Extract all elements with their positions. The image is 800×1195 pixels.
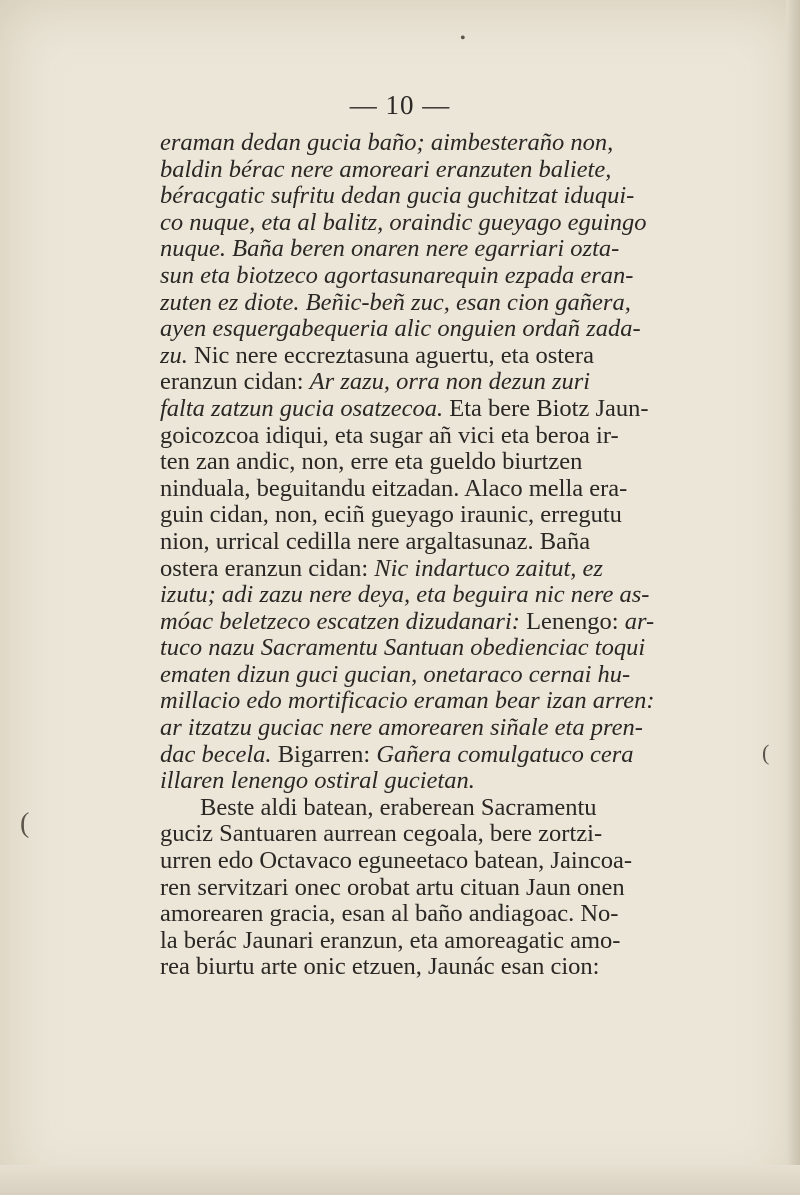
text-run: rea biurtu arte onic etzuen, Jaunác esan cion: [160, 954, 600, 981]
text-line [160, 210, 702, 237]
italic-text-run: zuten ez diote. Beñic-beñ zuc, esan cion gañera, [160, 289, 631, 316]
text-line [160, 954, 702, 981]
text-line [160, 768, 702, 795]
text-run: Eta bere Biotz Jaun- [443, 395, 649, 422]
text-line [160, 529, 702, 556]
italic-text-run: eraman dedan gucia baño; aimbesteraño non, [160, 130, 614, 156]
text-line [160, 316, 702, 343]
text-run: Bigarren: [271, 741, 377, 768]
text-line [160, 502, 702, 529]
text-line [160, 715, 702, 742]
text-line [160, 556, 702, 583]
text-run: guin cidan, non, eciñ gueyago iraunic, erregutu [160, 502, 622, 529]
text-run: ten zan andic, non, erre eta gueldo biurtzen [160, 449, 583, 476]
ink-speck: • [460, 30, 466, 47]
text-run: guciz Santuaren aurrean cegoala, bere zortzi- [160, 821, 603, 848]
margin-mark-left: ( [20, 808, 30, 839]
text-run: Nic nere eccreztasuna aguertu, eta ostera [187, 342, 594, 369]
page-edge-shadow [786, 0, 800, 1195]
text-line [160, 183, 702, 210]
text-run: goicozcoa idiqui, eta sugar añ vici eta beroa ir- [160, 422, 619, 449]
text-run: ostera eranzun cidan: [160, 555, 375, 582]
italic-text-run: nuque. Baña beren onaren nere egarriari ozta- [160, 236, 620, 263]
italic-text-run: ayen esquergabequeria alic onguien ordañ zada- [160, 316, 641, 343]
text-run: Beste aldi batean, eraberean Sacramentu [200, 794, 597, 821]
italic-text-run: sun eta biotzeco agortasunarequin ezpada eran- [160, 262, 634, 289]
text-run: eranzun cidan: [160, 369, 310, 396]
italic-text-run: zu. [160, 342, 188, 369]
text-line [160, 263, 702, 290]
text-line [160, 928, 702, 955]
text-line [160, 609, 702, 636]
text-run: urren edo Octavaco eguneetaco batean, Jaincoa- [160, 848, 633, 875]
italic-text-run: ematen dizun guci gucian, onetaraco cernai hu- [160, 661, 631, 688]
text-line [160, 875, 702, 902]
text-line [160, 635, 702, 662]
text-run: ninduala, beguitandu eitzadan. Alaco mella era- [160, 475, 628, 502]
text-line [160, 449, 702, 476]
text-run: amorearen gracia, esan al baño andiagoac. No- [160, 901, 619, 928]
italic-text-run: Gañera comulgatuco cera [376, 741, 634, 768]
text-run: ren servitzari onec orobat artu cituan Jaun onen [160, 874, 625, 901]
page-number: — 10 — [349, 90, 451, 120]
italic-text-run: móac beletzeco escatzen dizudanari: [160, 608, 520, 635]
text-line [160, 582, 702, 609]
text-run: nion, urrical cedilla nere argaltasunaz. Baña [160, 528, 591, 555]
text-line [160, 423, 702, 450]
text-line [160, 901, 702, 928]
page-bottom-edge [0, 1165, 800, 1195]
text-line [160, 290, 702, 317]
italic-text-run: illaren lenengo ostiral gucietan. [160, 768, 475, 795]
italic-text-run: millacio edo mortificacio eraman bear izan arren: [160, 688, 655, 715]
italic-text-run: baldin bérac nere amoreari eranzuten baliete, [160, 156, 612, 183]
margin-mark-right: ( [762, 740, 770, 765]
text-line [160, 848, 702, 875]
text-line [160, 688, 702, 715]
text-line [160, 236, 702, 263]
italic-text-run: co nuque, eta al balitz, oraindic gueyago eguingo [160, 209, 647, 236]
text-run: Lenengo: [519, 608, 625, 635]
italic-text-run: izutu; adi zazu nere deya, eta beguira nic nere as- [160, 582, 650, 609]
italic-text-run: béracgatic sufritu dedan gucia guchitzat iduqui- [160, 183, 635, 210]
text-line [160, 343, 702, 370]
text-line [160, 662, 702, 689]
italic-text-run: ar- [624, 608, 655, 635]
text-line [160, 821, 702, 848]
italic-text-run: Ar zazu, orra non dezun zuri [309, 369, 591, 396]
italic-text-run: ar itzatzu guciac nere amorearen siñale eta pren- [160, 715, 643, 742]
text-line [160, 157, 702, 184]
italic-text-run: Nic indartuco zaitut, ez [374, 555, 603, 582]
text-line [160, 130, 702, 157]
text-line [160, 396, 702, 423]
italic-text-run: tuco nazu Sacramentu Santuan obedienciac toqui [160, 635, 646, 662]
text-line [160, 742, 702, 769]
text-line [160, 795, 702, 822]
text-run: la berác Jaunari eranzun, eta amoreagatic amo- [160, 927, 621, 954]
italic-text-run: falta zatzun gucia osatzecoa. [160, 395, 444, 422]
italic-text-run: dac becela. [160, 741, 272, 768]
text-line [160, 369, 702, 396]
body-text [160, 130, 702, 981]
text-line [160, 476, 702, 503]
